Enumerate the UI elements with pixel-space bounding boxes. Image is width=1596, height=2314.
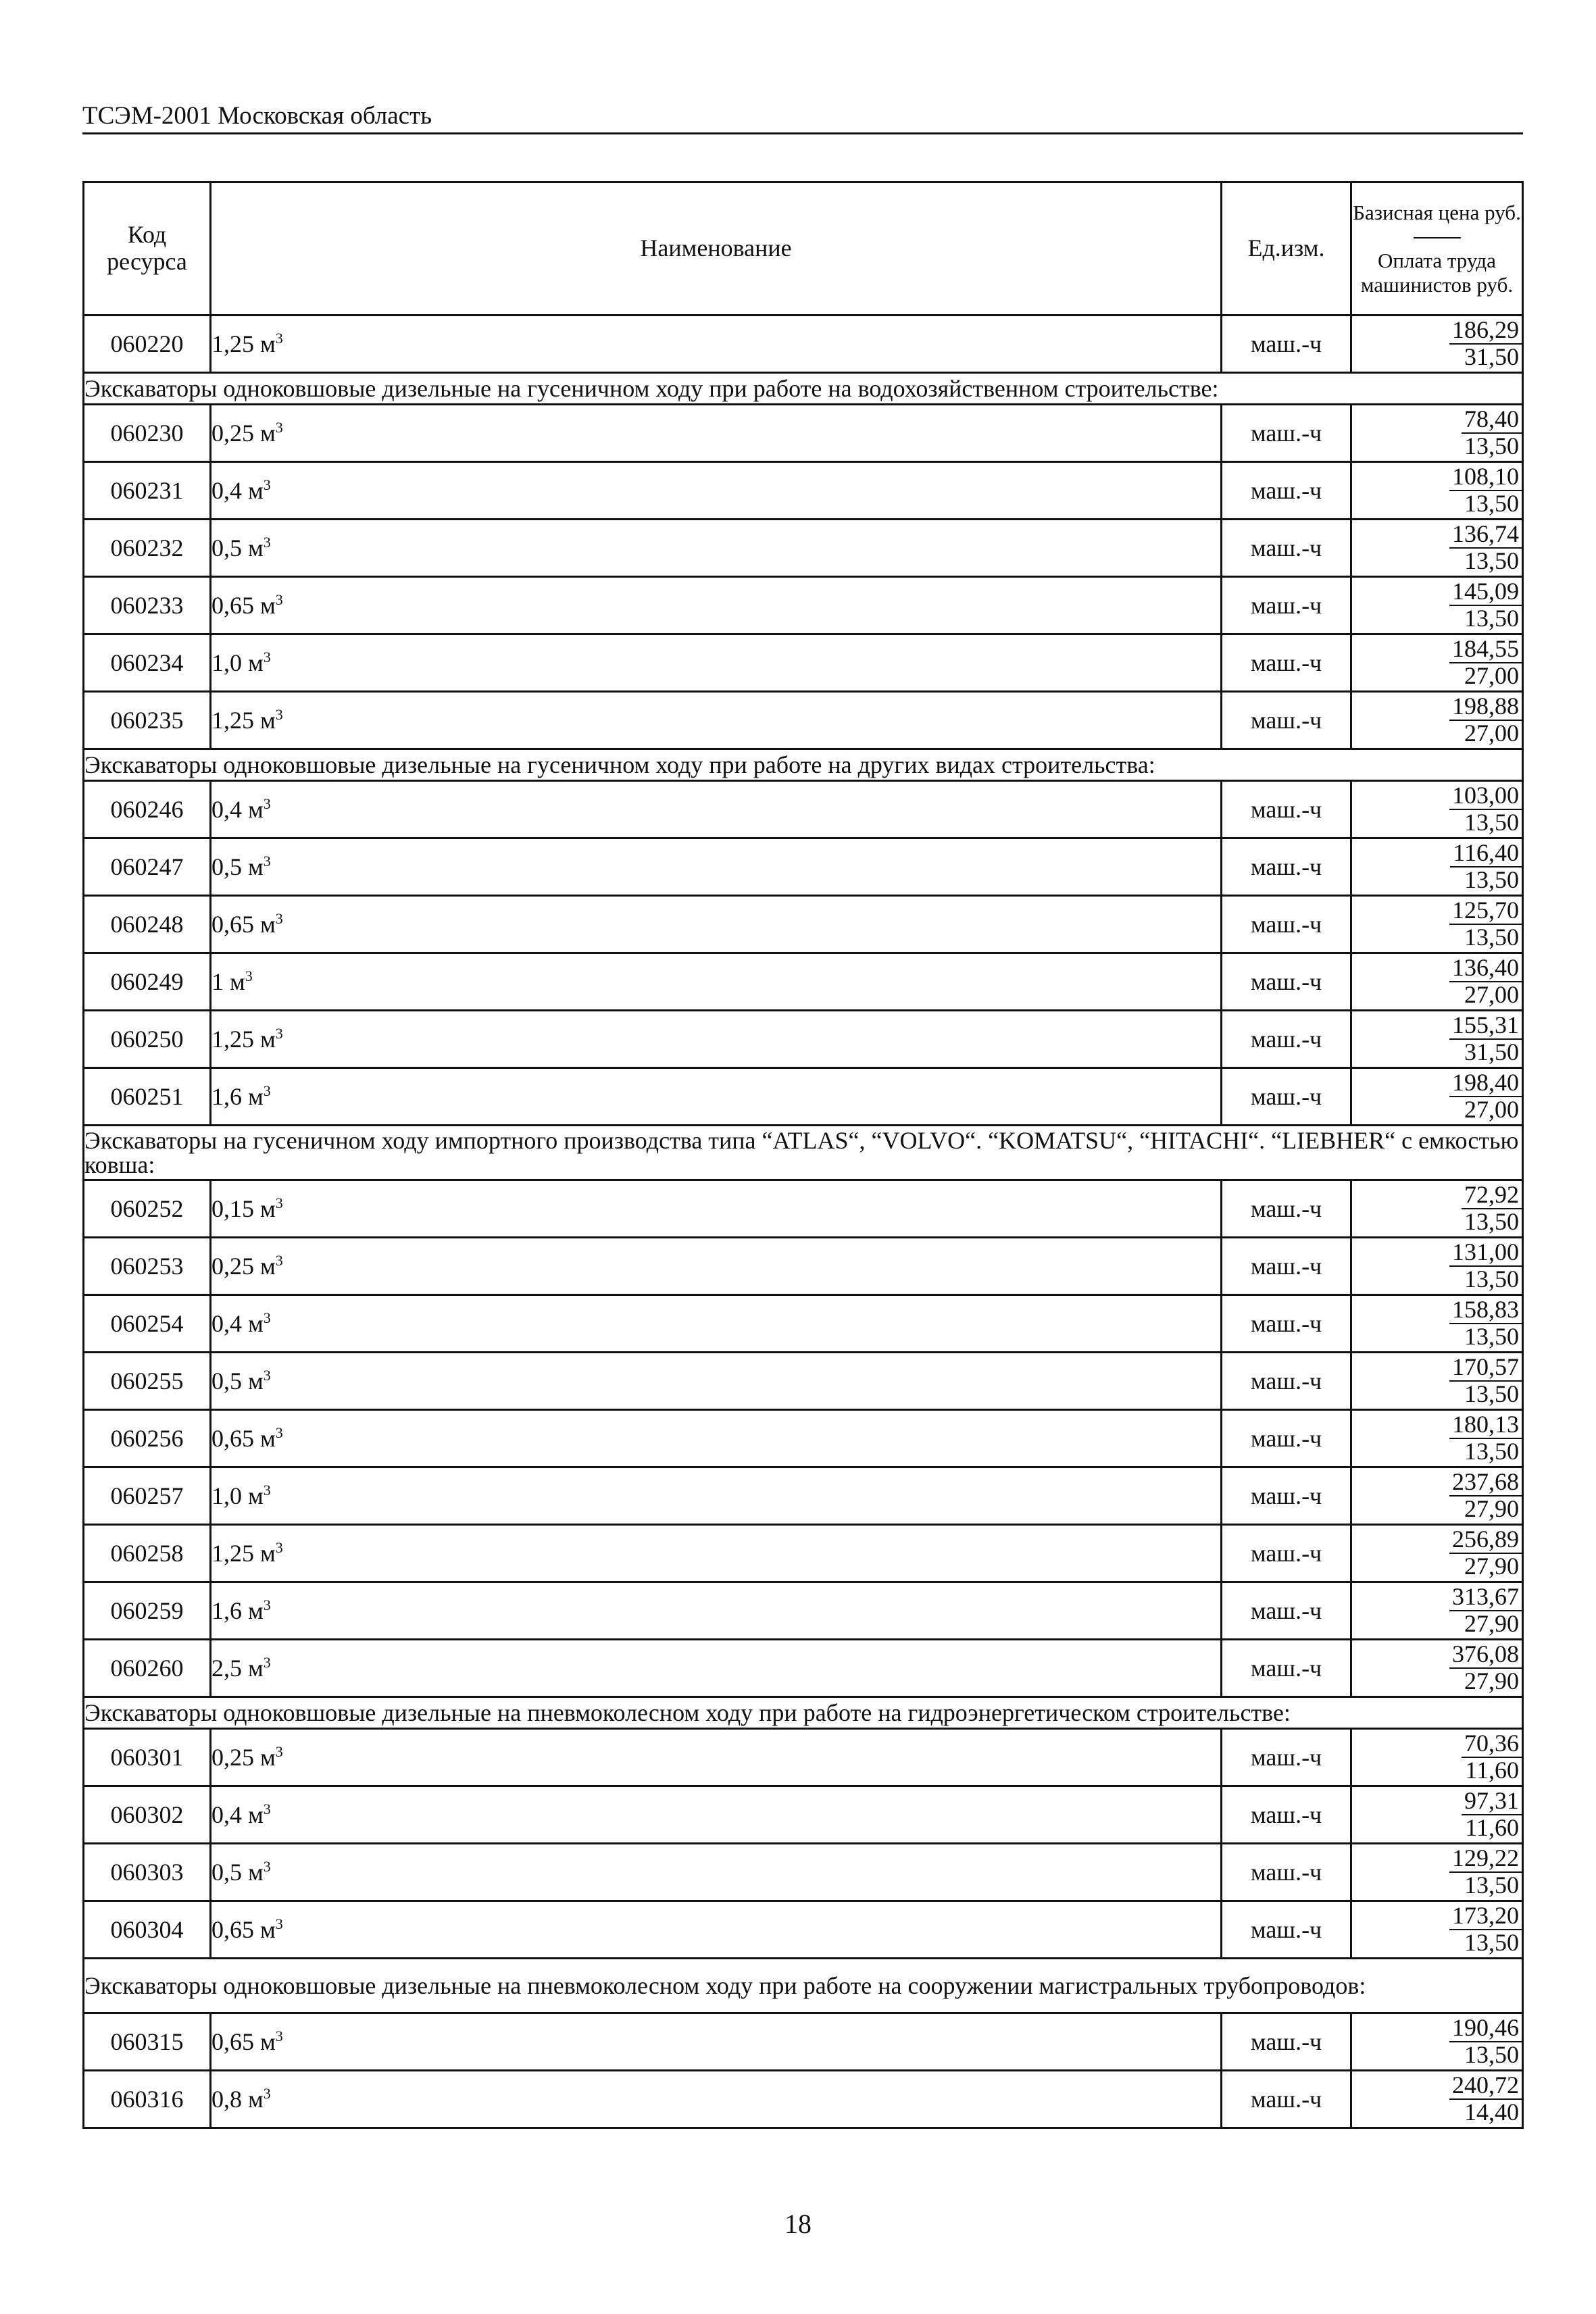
operator-wage: 27,90: [1464, 1495, 1519, 1522]
price-cell: [1351, 781, 1523, 838]
resource-name-cell: [211, 1410, 1222, 1467]
resource-name-superscript: 3: [275, 419, 283, 436]
table-header-row: [84, 182, 1523, 316]
base-price: 97,31: [1462, 1788, 1522, 1815]
group-heading: Экскаваторы на гусеничном ходу импортного производства типа “ATLAS“, “VOLVO“. “KOMATSU“, “HITACHI“. “LIEBHER“ с емкостью ковша:: [84, 1126, 1523, 1180]
resource-name-cell: [211, 1295, 1222, 1353]
price-cell: [1351, 2071, 1523, 2128]
operator-wage: 13,50: [1464, 1208, 1519, 1235]
resource-name-cell: [211, 838, 1222, 896]
group-heading-row: [84, 1126, 1523, 1180]
table-body: [84, 316, 1523, 2128]
base-price: 376,08: [1449, 1642, 1522, 1669]
group-heading: Экскаваторы одноковшовые дизельные на пневмоколесном ходу при работе на сооружении магистральных трубопроводов:: [84, 1959, 1523, 2013]
page-number: 18: [784, 2209, 812, 2239]
resource-code: 060257: [84, 1467, 211, 1525]
resource-code: 060253: [84, 1238, 211, 1295]
group-heading: Экскаваторы одноковшовые дизельные на пневмоколесном ходу при работе на гидроэнергетическом строительстве:: [84, 1697, 1523, 1729]
base-price: 198,40: [1449, 1070, 1522, 1097]
resource-name: 0,65 м: [211, 2028, 276, 2055]
operator-wage: 13,50: [1464, 924, 1519, 951]
price-cell: [1351, 1353, 1523, 1410]
resource-code: 060302: [84, 1786, 211, 1844]
operator-wage: 27,90: [1464, 1667, 1519, 1694]
operator-wage: 11,60: [1465, 1814, 1519, 1841]
base-price: 198,88: [1449, 694, 1522, 721]
resource-name-superscript: 3: [275, 1539, 283, 1556]
table-row: [84, 1640, 1523, 1697]
group-heading-row: [84, 373, 1523, 405]
price-cell: [1351, 1410, 1523, 1467]
operator-wage: 13,50: [1464, 1871, 1519, 1898]
unit-of-measure: маш.-ч: [1222, 1901, 1351, 1959]
table-row: [84, 838, 1523, 896]
unit-of-measure: маш.-ч: [1222, 1582, 1351, 1640]
resource-code: 060316: [84, 2071, 211, 2128]
resource-name-cell: [211, 1729, 1222, 1786]
resource-name-cell: [211, 953, 1222, 1011]
group-heading: Экскаваторы одноковшовые дизельные на гусеничном ходу при работе на других видах строительства:: [84, 749, 1523, 781]
unit-of-measure: маш.-ч: [1222, 953, 1351, 1011]
resource-name-superscript: 3: [275, 591, 283, 608]
resource-name: 0,15 м: [211, 1195, 276, 1222]
price-cell: [1351, 1901, 1523, 1959]
resource-name-cell: [211, 896, 1222, 953]
header-rule: [82, 132, 1523, 134]
resource-code: 060259: [84, 1582, 211, 1640]
table-row: [84, 1467, 1523, 1525]
table-row: [84, 577, 1523, 634]
operator-wage: 13,50: [1464, 809, 1519, 836]
resource-name: 0,5 м: [211, 534, 264, 561]
resource-name: 1 м: [211, 968, 245, 995]
resource-name-cell: [211, 1353, 1222, 1410]
base-price: 78,40: [1462, 407, 1522, 434]
resource-code: 060234: [84, 634, 211, 692]
base-price: 108,10: [1449, 464, 1522, 491]
price-cell: [1351, 1238, 1523, 1295]
table-row: [84, 1582, 1523, 1640]
resource-code: 060230: [84, 405, 211, 462]
price-cell: [1351, 316, 1523, 373]
unit-of-measure: маш.-ч: [1222, 1729, 1351, 1786]
resource-name-superscript: 3: [275, 2028, 283, 2044]
resource-name: 0,5 м: [211, 1367, 264, 1394]
header-unit: Ед.изм.: [1222, 182, 1351, 316]
base-price: 125,70: [1449, 898, 1522, 925]
unit-of-measure: маш.-ч: [1222, 692, 1351, 749]
operator-wage: 27,00: [1464, 662, 1519, 689]
resource-name: 1,0 м: [211, 1482, 264, 1509]
base-price: 103,00: [1449, 783, 1522, 810]
table-row: [84, 1353, 1523, 1410]
resource-name: 0,65 м: [211, 1916, 276, 1943]
resource-name-superscript: 3: [245, 967, 253, 984]
resource-name: 0,25 м: [211, 1253, 276, 1280]
table-row: [84, 1238, 1523, 1295]
unit-of-measure: маш.-ч: [1222, 1640, 1351, 1697]
resource-name-superscript: 3: [275, 330, 283, 347]
table-row: [84, 1180, 1523, 1238]
header-price-top: Базисная цена руб.: [1353, 200, 1521, 224]
price-cell: [1351, 405, 1523, 462]
resource-name-cell: [211, 316, 1222, 373]
base-price: 70,36: [1462, 1731, 1522, 1758]
header-code: Код ресурса: [84, 182, 211, 316]
resource-name-cell: [211, 405, 1222, 462]
header-price-divider: [1414, 237, 1461, 238]
resource-name: 0,5 м: [211, 1859, 264, 1886]
price-cell: [1351, 1582, 1523, 1640]
operator-wage: 13,50: [1464, 1323, 1519, 1350]
resource-code: 060260: [84, 1640, 211, 1697]
base-price: 237,68: [1449, 1469, 1522, 1496]
table-row: [84, 2013, 1523, 2071]
resource-name-superscript: 3: [263, 1801, 271, 1817]
resource-code: 060231: [84, 462, 211, 520]
resource-code: 060235: [84, 692, 211, 749]
resource-code: 060247: [84, 838, 211, 896]
base-price: 129,22: [1449, 1846, 1522, 1873]
resource-name-superscript: 3: [275, 910, 283, 927]
price-cell: [1351, 577, 1523, 634]
operator-wage: 13,50: [1464, 2041, 1519, 2068]
resource-name-cell: [211, 2013, 1222, 2071]
unit-of-measure: маш.-ч: [1222, 1011, 1351, 1068]
price-cell: [1351, 1180, 1523, 1238]
resource-name-superscript: 3: [275, 1025, 283, 1042]
resource-name-cell: [211, 1844, 1222, 1901]
resource-name-superscript: 3: [263, 1367, 271, 1384]
document-header: ТСЭМ-2001 Московская область: [82, 102, 432, 130]
price-cell: [1351, 953, 1523, 1011]
resource-name-cell: [211, 2071, 1222, 2128]
resource-name-cell: [211, 520, 1222, 577]
price-cell: [1351, 1525, 1523, 1582]
price-cell: [1351, 896, 1523, 953]
resource-name-cell: [211, 1467, 1222, 1525]
table-row: [84, 462, 1523, 520]
resource-name: 0,65 м: [211, 592, 276, 619]
group-heading-row: [84, 1959, 1523, 2013]
base-price: 145,09: [1449, 579, 1522, 606]
header-price: [1351, 182, 1523, 316]
unit-of-measure: маш.-ч: [1222, 2013, 1351, 2071]
resource-code: 060304: [84, 1901, 211, 1959]
operator-wage: 11,60: [1465, 1757, 1519, 1784]
operator-wage: 13,50: [1464, 490, 1519, 517]
operator-wage: 31,50: [1464, 1038, 1519, 1065]
unit-of-measure: маш.-ч: [1222, 1295, 1351, 1353]
table-row: [84, 1729, 1523, 1786]
base-price: 256,89: [1449, 1527, 1522, 1554]
table-row: [84, 1901, 1523, 1959]
base-price: 155,31: [1449, 1013, 1522, 1040]
resource-code: 060303: [84, 1844, 211, 1901]
resource-name-superscript: 3: [263, 1082, 271, 1099]
resource-name: 0,65 м: [211, 1425, 276, 1452]
base-price: 240,72: [1449, 2073, 1522, 2100]
unit-of-measure: маш.-ч: [1222, 838, 1351, 896]
table-row: [84, 316, 1523, 373]
price-cell: [1351, 1786, 1523, 1844]
unit-of-measure: маш.-ч: [1222, 1353, 1351, 1410]
unit-of-measure: маш.-ч: [1222, 1786, 1351, 1844]
operator-wage: 27,00: [1464, 981, 1519, 1008]
group-heading-row: [84, 1697, 1523, 1729]
resource-name-superscript: 3: [275, 1424, 283, 1441]
resource-name-superscript: 3: [263, 1654, 271, 1671]
resource-code: 060246: [84, 781, 211, 838]
resource-name-cell: [211, 1640, 1222, 1697]
base-price: 136,40: [1449, 955, 1522, 982]
resource-name: 1,6 м: [211, 1083, 264, 1110]
price-cell: [1351, 1011, 1523, 1068]
resource-name: 1,25 м: [211, 1026, 276, 1053]
unit-of-measure: маш.-ч: [1222, 1238, 1351, 1295]
price-cell: [1351, 2013, 1523, 2071]
resource-name-superscript: 3: [263, 1309, 271, 1326]
resource-name: 1,25 м: [211, 330, 276, 357]
price-cell: [1351, 838, 1523, 896]
unit-of-measure: маш.-ч: [1222, 405, 1351, 462]
resource-code: 060254: [84, 1295, 211, 1353]
unit-of-measure: маш.-ч: [1222, 1180, 1351, 1238]
resource-name: 0,25 м: [211, 1744, 276, 1771]
resource-name-cell: [211, 1068, 1222, 1126]
price-cell: [1351, 1844, 1523, 1901]
operator-wage: 13,50: [1464, 547, 1519, 574]
resource-name-cell: [211, 1011, 1222, 1068]
resource-name-cell: [211, 781, 1222, 838]
price-cell: [1351, 462, 1523, 520]
resource-name: 1,0 м: [211, 649, 264, 676]
resource-name: 0,4 м: [211, 477, 264, 504]
price-cell: [1351, 1729, 1523, 1786]
operator-wage: 31,50: [1464, 343, 1519, 370]
table-row: [84, 2071, 1523, 2128]
unit-of-measure: маш.-ч: [1222, 1068, 1351, 1126]
unit-of-measure: маш.-ч: [1222, 781, 1351, 838]
price-cell: [1351, 1640, 1523, 1697]
resource-name-cell: [211, 462, 1222, 520]
unit-of-measure: маш.-ч: [1222, 462, 1351, 520]
unit-of-measure: маш.-ч: [1222, 2071, 1351, 2128]
resource-name-superscript: 3: [263, 1858, 271, 1875]
resource-name-cell: [211, 634, 1222, 692]
resource-name-superscript: 3: [263, 1482, 271, 1499]
resource-code: 060248: [84, 896, 211, 953]
price-cell: [1351, 634, 1523, 692]
resource-name: 0,4 м: [211, 1310, 264, 1337]
base-price: 136,74: [1449, 522, 1522, 549]
resource-name-superscript: 3: [263, 534, 271, 551]
resource-code: 060256: [84, 1410, 211, 1467]
operator-wage: 13,50: [1464, 1265, 1519, 1292]
table-row: [84, 896, 1523, 953]
resource-code: 060251: [84, 1068, 211, 1126]
resource-name-superscript: 3: [275, 1743, 283, 1760]
table-row: [84, 1068, 1523, 1126]
price-cell: [1351, 692, 1523, 749]
header-price-bottom: Оплата труда машинистов руб.: [1360, 249, 1514, 297]
operator-wage: 13,50: [1464, 1438, 1519, 1465]
resource-name-superscript: 3: [263, 795, 271, 812]
resource-name: 1,25 м: [211, 1540, 276, 1567]
base-price: 170,57: [1449, 1355, 1522, 1382]
price-cell: [1351, 1295, 1523, 1353]
resource-code: 060233: [84, 577, 211, 634]
unit-of-measure: маш.-ч: [1222, 1467, 1351, 1525]
resource-name: 0,65 м: [211, 911, 276, 938]
base-price: 186,29: [1449, 318, 1522, 345]
unit-of-measure: маш.-ч: [1222, 1844, 1351, 1901]
base-price: 313,67: [1449, 1584, 1522, 1611]
resource-code: 060232: [84, 520, 211, 577]
operator-wage: 13,50: [1464, 866, 1519, 893]
operator-wage: 13,50: [1464, 432, 1519, 459]
table-row: [84, 1410, 1523, 1467]
resource-name: 1,25 м: [211, 707, 276, 734]
base-price: 131,00: [1449, 1240, 1522, 1267]
table-row: [84, 953, 1523, 1011]
base-price: 173,20: [1449, 1903, 1522, 1930]
resource-code: 060315: [84, 2013, 211, 2071]
resource-table: [82, 181, 1524, 2129]
operator-wage: 27,00: [1464, 1096, 1519, 1123]
operator-wage: 27,90: [1464, 1553, 1519, 1580]
resource-name-superscript: 3: [263, 649, 271, 665]
unit-of-measure: маш.-ч: [1222, 316, 1351, 373]
resource-name-superscript: 3: [263, 2085, 271, 2102]
base-price: 180,13: [1449, 1412, 1522, 1439]
operator-wage: 27,90: [1464, 1610, 1519, 1637]
group-heading: Экскаваторы одноковшовые дизельные на гусеничном ходу при работе на водохозяйственном строительстве:: [84, 373, 1523, 405]
group-heading-row: [84, 749, 1523, 781]
resource-name-cell: [211, 1238, 1222, 1295]
table-row: [84, 405, 1523, 462]
table-row: [84, 1525, 1523, 1582]
operator-wage: 13,50: [1464, 605, 1519, 632]
operator-wage: 27,00: [1464, 720, 1519, 747]
resource-name-cell: [211, 692, 1222, 749]
resource-name-superscript: 3: [263, 476, 271, 493]
resource-code: 060252: [84, 1180, 211, 1238]
resource-name: 0,8 м: [211, 2086, 264, 2113]
resource-name-cell: [211, 577, 1222, 634]
price-cell: [1351, 1467, 1523, 1525]
unit-of-measure: маш.-ч: [1222, 896, 1351, 953]
table-row: [84, 1844, 1523, 1901]
unit-of-measure: маш.-ч: [1222, 577, 1351, 634]
table-row: [84, 692, 1523, 749]
resource-name: 1,6 м: [211, 1597, 264, 1624]
unit-of-measure: маш.-ч: [1222, 1525, 1351, 1582]
resource-name-cell: [211, 1901, 1222, 1959]
resource-name-superscript: 3: [263, 853, 271, 870]
resource-code: 060250: [84, 1011, 211, 1068]
base-price: 72,92: [1462, 1182, 1522, 1209]
resource-name: 0,4 м: [211, 1801, 264, 1828]
resource-name: 0,25 м: [211, 420, 276, 447]
operator-wage: 14,40: [1464, 2098, 1519, 2126]
resource-code: 060301: [84, 1729, 211, 1786]
price-cell: [1351, 520, 1523, 577]
table-row: [84, 1295, 1523, 1353]
resource-name: 2,5 м: [211, 1655, 264, 1682]
base-price: 158,83: [1449, 1297, 1522, 1324]
table-row: [84, 520, 1523, 577]
resource-name-cell: [211, 1582, 1222, 1640]
resource-name-superscript: 3: [275, 1252, 283, 1269]
resource-name-superscript: 3: [275, 1194, 283, 1211]
resource-code: 060258: [84, 1525, 211, 1582]
unit-of-measure: маш.-ч: [1222, 520, 1351, 577]
operator-wage: 13,50: [1464, 1380, 1519, 1407]
resource-code: 060255: [84, 1353, 211, 1410]
resource-name: 0,5 м: [211, 853, 264, 880]
table-row: [84, 634, 1523, 692]
table-row: [84, 781, 1523, 838]
unit-of-measure: маш.-ч: [1222, 634, 1351, 692]
resource-code: 060249: [84, 953, 211, 1011]
base-price: 190,46: [1449, 2015, 1522, 2042]
resource-name-superscript: 3: [275, 706, 283, 723]
base-price: 184,55: [1449, 636, 1522, 663]
resource-name-cell: [211, 1180, 1222, 1238]
base-price: 116,40: [1450, 840, 1522, 867]
resource-name-superscript: 3: [275, 1915, 283, 1932]
price-cell: [1351, 1068, 1523, 1126]
operator-wage: 13,50: [1464, 1929, 1519, 1956]
resource-name-superscript: 3: [263, 1596, 271, 1613]
resource-name-cell: [211, 1525, 1222, 1582]
table-row: [84, 1011, 1523, 1068]
table-row: [84, 1786, 1523, 1844]
unit-of-measure: маш.-ч: [1222, 1410, 1351, 1467]
resource-code: 060220: [84, 316, 211, 373]
header-name: Наименование: [211, 182, 1222, 316]
resource-name-cell: [211, 1786, 1222, 1844]
resource-name: 0,4 м: [211, 796, 264, 823]
